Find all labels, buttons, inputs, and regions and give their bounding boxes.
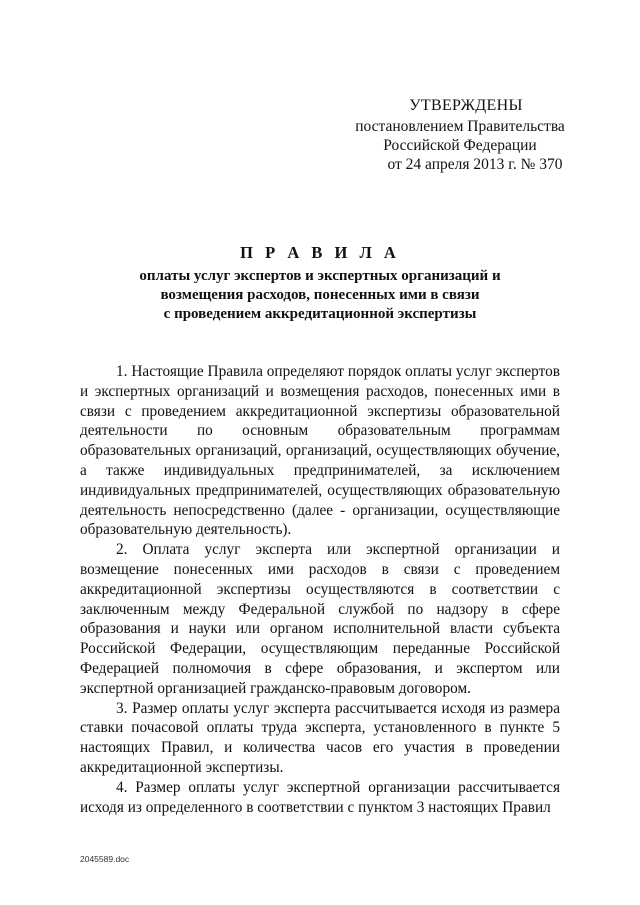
rules-subtitle-line: с проведением аккредитационной экспертизы — [163, 306, 477, 322]
rules-title: П Р А В И Л А — [240, 243, 400, 262]
approval-line-date: от 24 апреля 2013 г. № 370 — [387, 156, 563, 173]
paragraph-3: 3. Размер оплаты услуг эксперта рассчитывается исходя из размера ставки почасовой оплаты труда эксперта, установленного в пункте 5 настоящих Правил, и количества часов его участия в проведении аккредитационной экспертизы. — [80, 699, 560, 776]
document-file-code: 2045589.doc — [80, 854, 130, 864]
document-body — [80, 362, 560, 817]
rules-subtitle-line: оплаты услуг экспертов и экспертных организаций и — [139, 268, 501, 284]
approval-stamp — [330, 96, 590, 174]
paragraph-1: 1. Настоящие Правила определяют порядок оплаты услуг экспертов и экспертных организаций и возмещения расходов, понесенных ими в связи с проведением аккредитационной экспертизы образовательной деятельности по основным образовательным программам образовательных организаций, организаций, осуществляющих обучение, а также индивидуальных предпринимателей, за исключением индивидуальных предпринимателей, осуществляющих образовательную деятельность непосредственно (далее - организации, осуществляющие образовательную деятельность). — [80, 363, 560, 539]
paragraph-2: 2. Оплата услуг эксперта или экспертной организации и возмещение понесенных ими расходов в связи с проведением аккредитационной экспертизы осуществляются в соответствии с заключенным между Федеральной службой по надзору в сфере образования и науки или органом исполнительной власти субъекта Российской Федерации, осуществляющим переданные Российской Федерацией полномочия в сфере образования, и экспертом или экспертной организацией гражданско-правовым договором. — [80, 541, 560, 697]
approval-line-government: Российской Федерации — [383, 137, 537, 154]
rules-heading — [80, 243, 560, 324]
approval-line-decree: постановлением Правительства — [355, 118, 565, 135]
paragraph-4: 4. Размер оплаты услуг экспертной организации рассчитывается исходя из определенного в соответствии с пунктом 3 настоящих Правил — [80, 778, 560, 816]
rules-subtitle-line: возмещения расходов, понесенных ими в связи — [160, 287, 480, 303]
rules-subtitle — [80, 267, 560, 324]
approval-title: УТВЕРЖДЕНЫ — [409, 97, 523, 114]
